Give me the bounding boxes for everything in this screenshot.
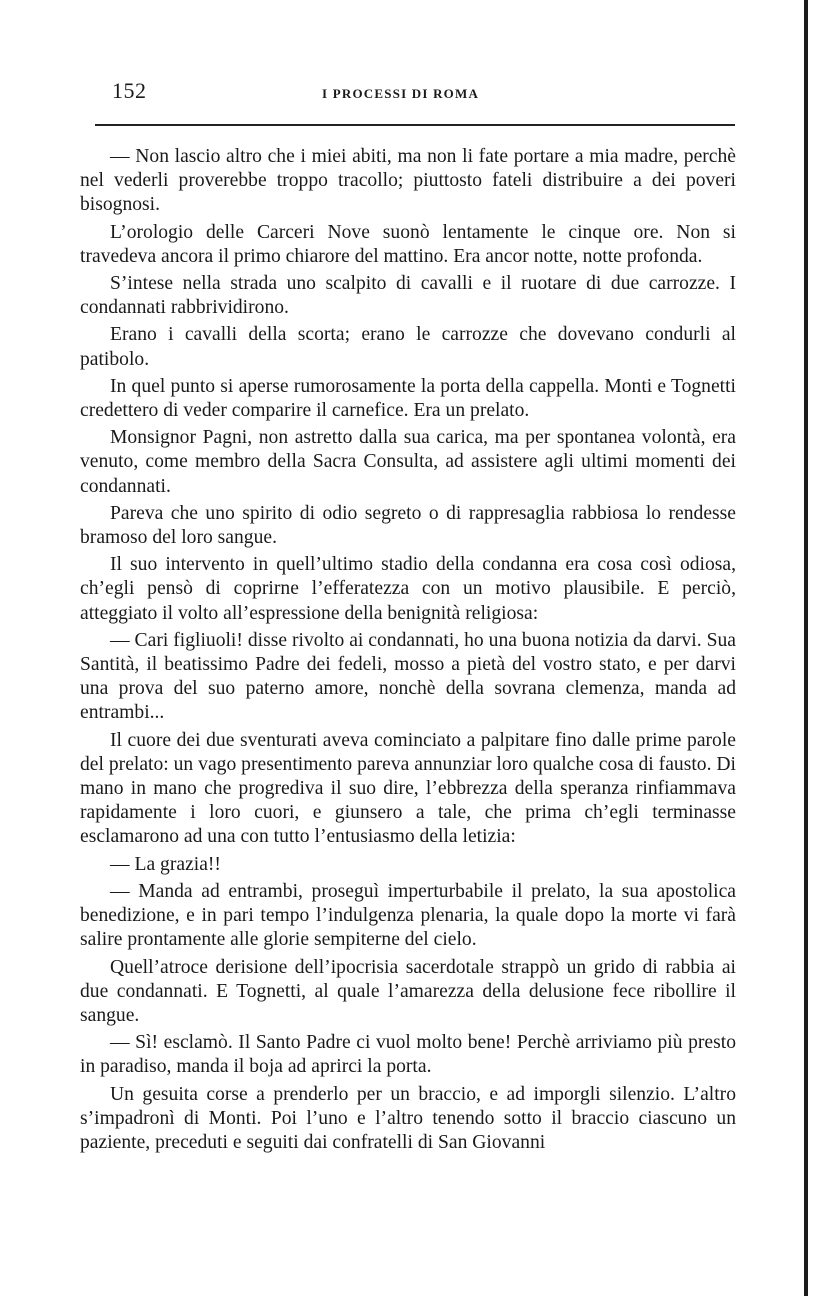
header-rule xyxy=(95,124,735,126)
page-header xyxy=(82,72,742,112)
page-binding-edge xyxy=(804,0,808,1296)
paragraph: Monsignor Pagni, non astretto dalla sua carica, ma per spontanea volontà, era venuto, come membro della Sacra Consulta, ad assistere agli ultimi momenti dei condannati. xyxy=(80,427,736,497)
running-title: I PROCESSI DI ROMA xyxy=(322,86,480,101)
paragraph: S’intese nella strada uno scalpito di cavalli e il ruotare di due carrozze. I condannati rabbrividirono. xyxy=(80,273,736,319)
paragraph: — Non lascio altro che i miei abiti, ma non li fate portare a mia madre, perchè nel vederli proverebbe troppo tracollo; piuttosto fateli distribuire a dei poveri bisognosi. xyxy=(80,146,736,216)
paragraph: Quell’atroce derisione dell’ipocrisia sacerdotale strappò un grido di rabbia ai due condannati. E Tognetti, al quale l’amarezza della delusione fece ribollire il sangue. xyxy=(80,956,736,1026)
paragraph: — Cari figliuoli! disse rivolto ai condannati, ho una buona notizia da darvi. Sua Santità, il beatissimo Padre dei fedeli, mosso a pietà del vostro stato, e per darvi una prova del suo paterno amore, nonchè della sovrana clemenza, manda ad entrambi... xyxy=(80,629,736,724)
page-number: 152 xyxy=(112,78,147,103)
paragraph: L’orologio delle Carceri Nove suonò lentamente le cinque ore. Non si travedeva ancora il primo chiarore del mattino. Era ancor notte, notte profonda. xyxy=(80,221,736,267)
body-text xyxy=(80,145,736,1158)
paragraph: — Manda ad entrambi, proseguì imperturbabile il prelato, la sua apostolica benedizione, e in pari tempo l’indulgenza plenaria, la quale dopo la morte vi farà salire prontamente alle glorie sempiterne del cielo. xyxy=(80,880,736,951)
paragraph: In quel punto si aperse rumorosamente la porta della cappella. Monti e Tognetti credettero di veder comparire il carnefice. Era un prelato. xyxy=(80,375,736,422)
paragraph: — La grazia!! xyxy=(110,853,221,875)
paragraph: Il cuore dei due sventurati aveva cominciato a palpitare fino dalle prime parole del prelato: un vago presentimento pareva annunziar loro qualche cosa di fausto. Di mano in mano che progrediva il suo dire, l’ebbrezza della speranza rinfiammava rapidamente i loro cuori, e giunsero a tale, che prima ch’egli terminasse esclamarono ad una con tutto l’entusiasmo della letizia: xyxy=(80,729,736,848)
paragraph: Pareva che uno spirito di odio segreto o di rappresaglia rabbiosa lo rendesse bramoso del loro sangue. xyxy=(80,502,736,549)
paragraph: Erano i cavalli della scorta; erano le carrozze che dovevano condurli al patibolo. xyxy=(80,324,736,370)
paragraph: — Sì! esclamò. Il Santo Padre ci vuol molto bene! Perchè arriviamo più presto in paradiso, manda il boja ad aprirci la porta. xyxy=(80,1032,736,1078)
paragraph: Un gesuita corse a prenderlo per un braccio, e ad imporgli silenzio. L’altro s’impadronì di Monti. Poi l’uno e l’altro tenendo sotto il braccio ciascuno un paziente, preceduti e seguiti dai confratelli di San Giovanni xyxy=(80,1083,736,1153)
paragraph: Il suo intervento in quell’ultimo stadio della condanna era cosa così odiosa, ch’egli pensò di coprirne l’efferatezza con un motivo plausibile. E perciò, atteggiato il volto all’espressione della benignità religiosa: xyxy=(80,554,736,624)
